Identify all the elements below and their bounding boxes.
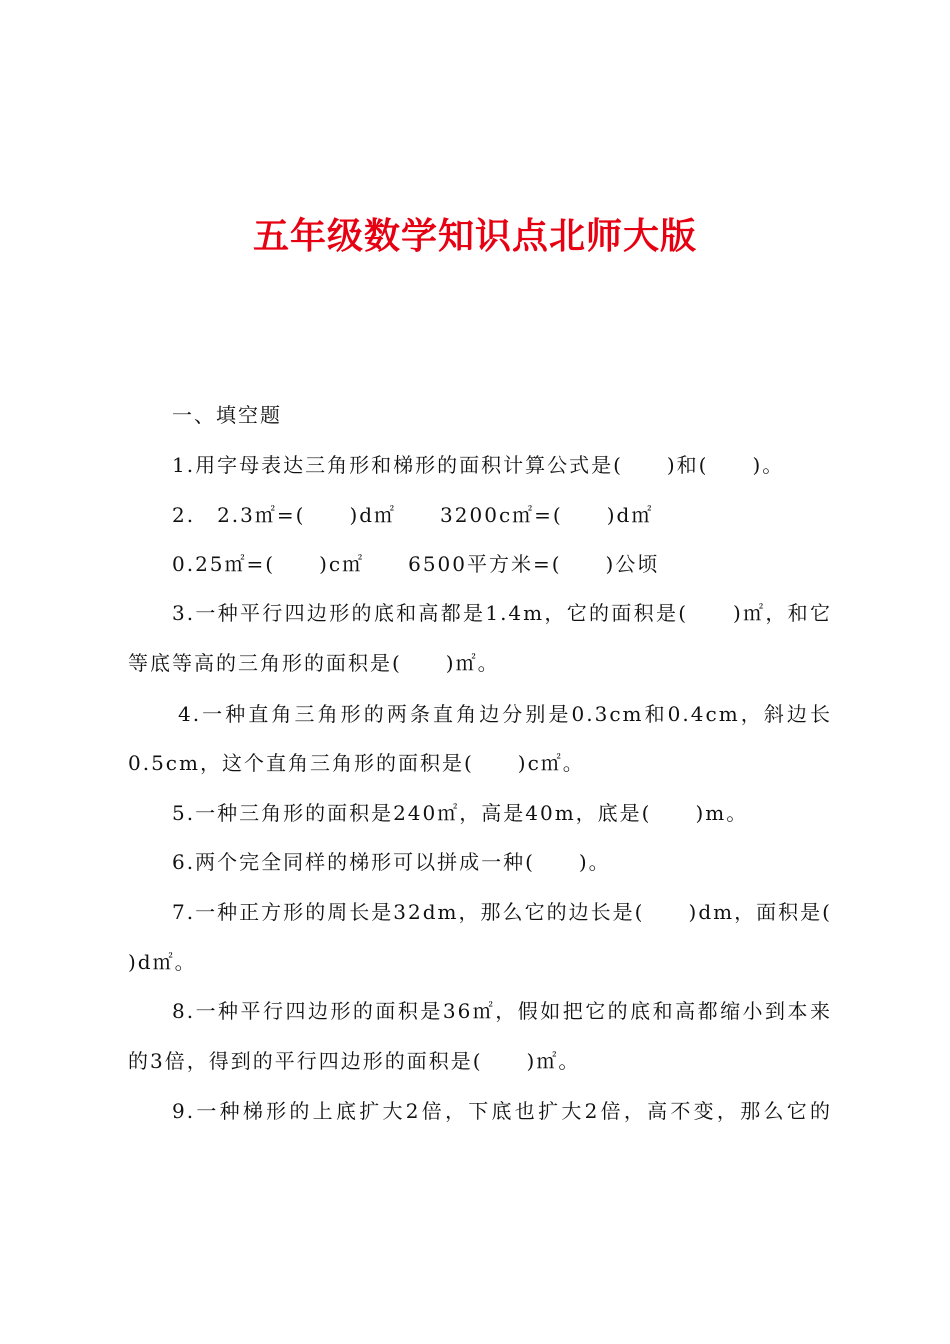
document-title: 五年级数学知识点北师大版 — [252, 216, 697, 257]
question-line: 等底等高的三角形的面积是( )㎡。 — [128, 651, 500, 675]
question-line: 9.一种梯形的上底扩大2倍，下底也扩大2倍，高不变，那么它的 — [172, 1099, 832, 1123]
question-line: 4.一种直角三角形的两条直角边分别是0.3cm和0.4cm，斜边长 — [178, 702, 832, 726]
question-line: 的3倍，得到的平行四边形的面积是( )㎡。 — [128, 1049, 581, 1073]
question-line: 1.用字母表达三角形和梯形的面积计算公式是( )和( )。 — [172, 453, 785, 477]
question-line: 0.25㎡=( )c㎡ 6500平方米=( )公顷 — [172, 552, 660, 576]
question-line: 8.一种平行四边形的面积是36㎡，假如把它的底和高都缩小到本来 — [172, 999, 832, 1023]
question-line: 2. 2.3㎡=( )d㎡ 3200c㎡=( )d㎡ — [172, 503, 654, 527]
question-line: 0.5cm，这个直角三角形的面积是( )c㎡。 — [128, 751, 585, 775]
question-line: 5.一种三角形的面积是240㎡，高是40m，底是( )m。 — [172, 801, 749, 825]
question-line: 6.两个完全同样的梯形可以拼成一种( )。 — [172, 850, 611, 874]
section-heading: 一、填空题 — [172, 403, 282, 427]
question-line: 3.一种平行四边形的底和高都是1.4m，它的面积是( )㎡，和它 — [172, 601, 832, 625]
question-line: )d㎡。 — [128, 950, 197, 974]
question-line: 7.一种正方形的周长是32dm，那么它的边长是( )dm，面积是( — [172, 900, 832, 924]
